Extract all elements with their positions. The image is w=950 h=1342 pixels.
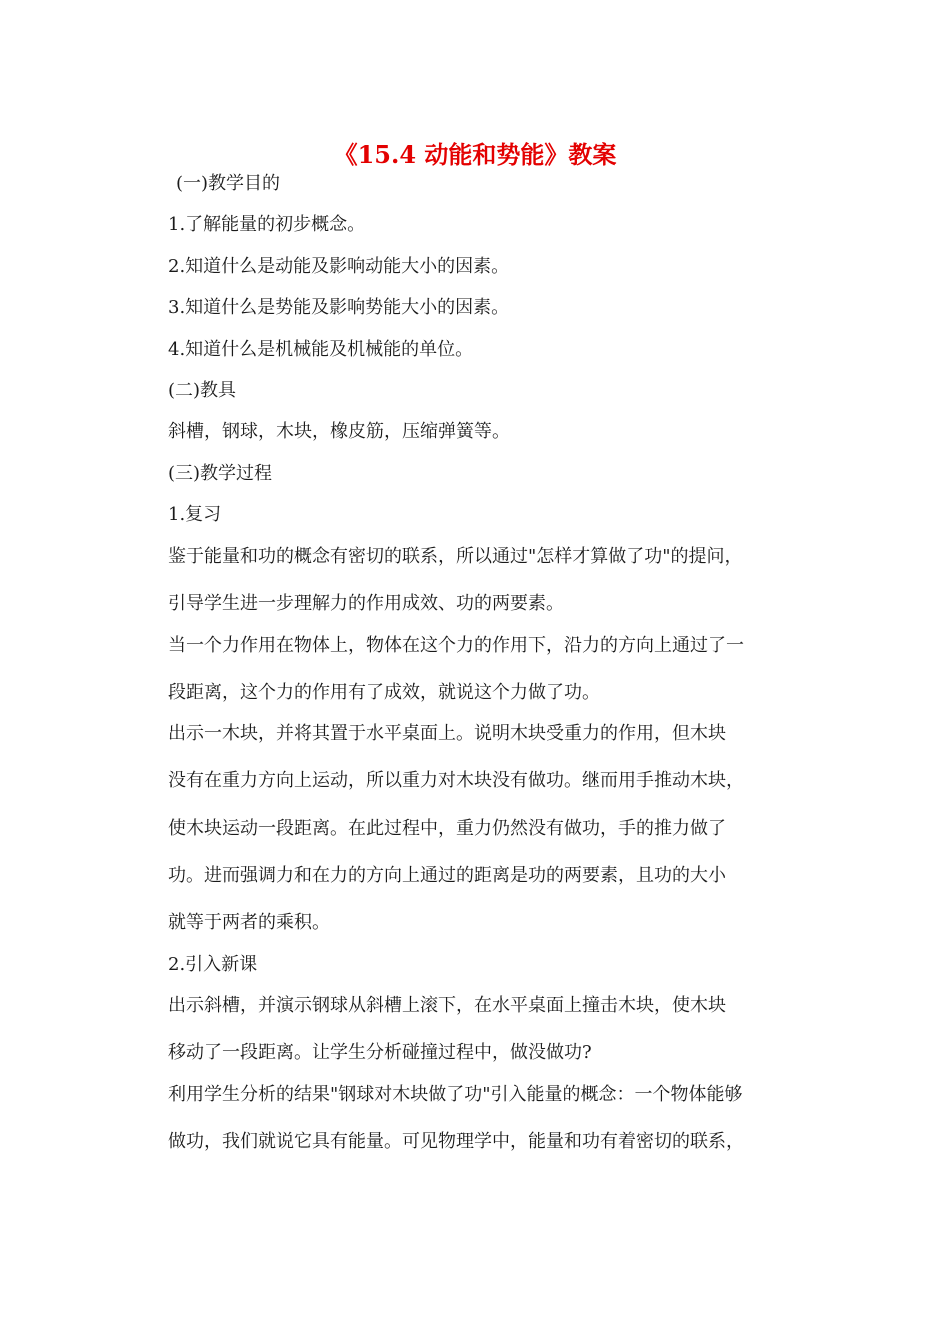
paragraph-line: 移动了一段距离。让学生分析碰撞过程中，做没做功? (168, 1042, 592, 1063)
paragraph-line: 没有在重力方向上运动，所以重力对木块没有做功。继而用手推动木块， (168, 770, 744, 791)
paragraph-line: 当一个力作用在物体上，物体在这个力的作用下，沿力的方向上通过了一 (168, 635, 744, 656)
paragraph-line: 出示一木块，并将其置于水平桌面上。说明木块受重力的作用，但木块 (168, 723, 726, 744)
paragraph-line: 就等于两者的乘积。 (168, 912, 330, 933)
objective-item-3: 3.知道什么是势能及影响势能大小的因素。 (168, 297, 510, 318)
paragraph-line: 鉴于能量和功的概念有密切的联系，所以通过"怎样才算做了功"的提问， (168, 546, 743, 567)
objective-item-2: 2.知道什么是动能及影响动能大小的因素。 (168, 256, 510, 277)
paragraph-line: 利用学生分析的结果"钢球对木块做了功"引入能量的概念：一个物体能够 (168, 1084, 743, 1105)
equipment-list: 斜槽，钢球，木块，橡皮筋，压缩弹簧等。 (168, 421, 510, 442)
document-title: 《15.4 动能和势能》教案 (333, 140, 617, 169)
subheading-new-lesson: 2.引入新课 (168, 954, 258, 975)
paragraph-line: 使木块运动一段距离。在此过程中，重力仍然没有做功，手的推力做了 (168, 818, 726, 839)
section-heading-objectives: (一)教学目的 (176, 173, 281, 194)
section-heading-process: (三)教学过程 (168, 463, 273, 484)
section-heading-equipment: (二)教具 (168, 380, 237, 401)
paragraph-line: 做功，我们就说它具有能量。可见物理学中，能量和功有着密切的联系， (168, 1131, 744, 1152)
objective-item-1: 1.了解能量的初步概念。 (168, 214, 366, 235)
subheading-review: 1.复习 (168, 504, 222, 525)
paragraph-line: 功。进而强调力和在力的方向上通过的距离是功的两要素，且功的大小 (168, 865, 726, 886)
objective-item-4: 4.知道什么是机械能及机械能的单位。 (168, 339, 474, 360)
paragraph-line: 出示斜槽，并演示钢球从斜槽上滚下，在水平桌面上撞击木块，使木块 (168, 995, 726, 1016)
paragraph-line: 段距离，这个力的作用有了成效，就说这个力做了功。 (168, 682, 600, 703)
paragraph-line: 引导学生进一步理解力的作用成效、功的两要素。 (168, 593, 564, 614)
